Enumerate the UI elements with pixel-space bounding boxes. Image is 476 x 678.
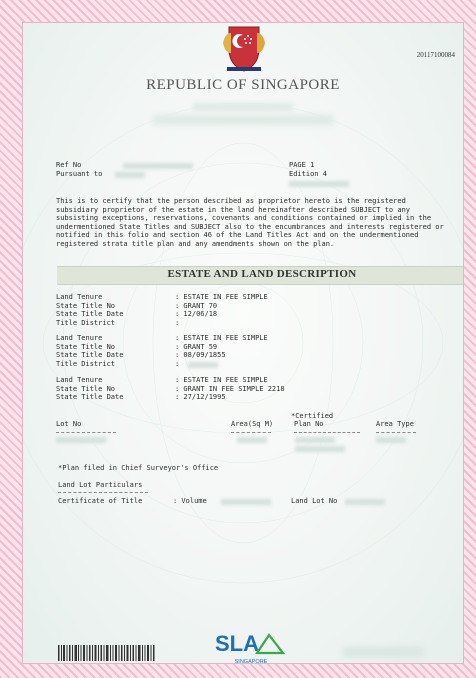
sla-logo-subtext: SINGAPORE <box>234 659 268 665</box>
header-lot-no: Lot No <box>56 420 82 428</box>
redacted-area <box>193 103 293 111</box>
redacted-district <box>188 362 218 368</box>
value-title-no: : GRANT 70 <box>175 301 218 310</box>
label-district: Title District <box>56 318 116 327</box>
value-tenure: : ESTATE IN FEE SIMPLE <box>175 293 268 301</box>
divider <box>56 432 116 433</box>
value-title-date: : 08/09/1855 <box>175 351 226 360</box>
redacted-plan-no <box>295 446 345 452</box>
redacted-pursuant <box>115 172 145 178</box>
label-title-no: State Title No <box>56 301 116 310</box>
value-district: : <box>175 359 180 368</box>
label-title-date: State Title Date <box>56 393 124 402</box>
redacted-area-type <box>376 437 406 443</box>
redacted-area <box>237 437 267 443</box>
value-title-date: : 12/06/18 <box>175 310 218 319</box>
section-title: ESTATE AND LAND DESCRIPTION <box>167 268 357 280</box>
estate-1-labels <box>56 293 123 327</box>
estate-3-labels <box>56 376 123 402</box>
edition-number: Edition 4 <box>289 170 327 178</box>
redacted-area <box>153 115 333 125</box>
label-title-no: State Title No <box>56 342 116 351</box>
sla-logo-text: SLA <box>215 631 259 656</box>
label-tenure: Land Tenure <box>56 293 103 301</box>
header-area: Area(Sq M) <box>231 420 274 428</box>
label-title-date: State Title Date <box>56 310 124 319</box>
divider <box>376 432 416 433</box>
value-tenure: : ESTATE IN FEE SIMPLE <box>175 376 268 384</box>
document-body <box>22 22 464 664</box>
country-heading: REPUBLIC OF SINGAPORE <box>146 77 340 93</box>
divider <box>58 492 148 493</box>
estate-3-values <box>175 376 285 402</box>
certified-note: *Certified <box>291 412 334 420</box>
value-tenure: : ESTATE IN FEE SIMPLE <box>175 334 268 342</box>
value-title-no: : GRANT IN FEE SIMPLE 2218 <box>175 384 285 393</box>
land-lot-particulars-label: Land Lot Particulars <box>58 481 143 489</box>
redacted-lot-no <box>56 437 106 443</box>
certification-statement: This is to certify that the person described as proprietor hereto is the registered subsidiary proprietor of the estate in the land hereinafter described SUBJECT to any subsisting exceptions, reservations, covenants and conditions contained or implied in the undermentioned State Titles and SUBJECT also to the encumbrances and interests registered or notified in this folio and section 46 of the Land Titles Act and on the undermentioned registered strata title plan and any amendments shown on the plan. <box>56 197 444 248</box>
value-district: : <box>175 318 180 327</box>
redacted-plan-no <box>295 437 335 443</box>
header-plan-no: Plan No <box>294 420 324 428</box>
divider <box>294 432 360 433</box>
redacted-area <box>343 647 423 657</box>
certificate-of-title-label: Certificate of Title <box>58 497 143 505</box>
singapore-crest-emblem <box>221 22 267 73</box>
redacted-edition-date <box>289 181 349 187</box>
sla-logo <box>211 627 291 664</box>
label-tenure: Land Tenure <box>56 334 103 342</box>
divider <box>231 432 271 433</box>
estate-1-values <box>175 293 268 327</box>
header-area-type: Area Type <box>376 420 414 428</box>
serial-number: 20117100084 <box>416 51 455 59</box>
plan-filed-note: *Plan filed in Chief Surveyor's Office <box>58 464 219 472</box>
label-title-date: State Title Date <box>56 351 124 360</box>
redacted-land-lot-no <box>345 499 385 505</box>
label-tenure: Land Tenure <box>56 376 103 384</box>
pursuant-label: Pursuant to <box>56 170 103 178</box>
land-lot-no-label: Land Lot No <box>291 497 338 505</box>
volume-label: : Volume <box>173 497 207 505</box>
redacted-volume <box>221 499 271 505</box>
label-title-no: State Title No <box>56 384 116 393</box>
label-district: Title District <box>56 359 116 368</box>
value-title-date: : 27/12/1995 <box>175 393 226 402</box>
estate-2-labels <box>56 334 123 368</box>
barcode <box>58 645 156 661</box>
value-title-no: : GRANT 59 <box>175 342 218 351</box>
ref-label: Ref No <box>56 161 82 169</box>
redacted-ref <box>123 163 193 169</box>
page-number: PAGE 1 <box>289 161 315 169</box>
